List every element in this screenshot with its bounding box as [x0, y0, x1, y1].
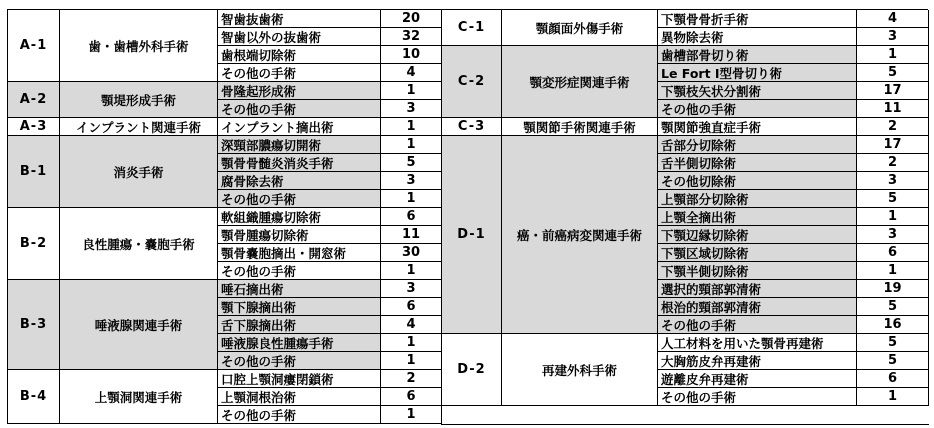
- procedure-count: 1: [381, 118, 442, 136]
- procedure-name: 口腔上顎洞瘻閉鎖術: [218, 370, 381, 388]
- category-name: 顎顔面外傷手術: [502, 10, 658, 46]
- procedure-name: その他の手術: [658, 388, 857, 406]
- procedure-name: インプラント摘出術: [218, 118, 381, 136]
- category-code: C-2: [442, 46, 502, 118]
- procedure-name: 腐骨除去術: [218, 172, 381, 190]
- procedure-count: 6: [381, 388, 442, 406]
- category-code: A-1: [8, 10, 60, 82]
- category-code: C-3: [442, 118, 502, 136]
- procedure-name: その他の手術: [658, 100, 857, 118]
- procedure-count: 5: [857, 298, 929, 316]
- category-code: A-2: [8, 82, 60, 118]
- procedure-name: 智歯抜歯術: [218, 10, 381, 28]
- procedure-name: 軟組織腫瘍切除術: [218, 208, 381, 226]
- procedure-name: 唾石摘出術: [218, 280, 381, 298]
- procedure-name: 異物除去術: [658, 28, 857, 46]
- procedure-count: 17: [857, 136, 929, 154]
- procedure-count: 5: [857, 190, 929, 208]
- category-name: 上顎洞関連手術: [60, 370, 218, 424]
- procedure-count: 3: [381, 280, 442, 298]
- procedure-name: 唾液腺良性腫瘍手術: [218, 334, 381, 352]
- procedure-name: その他の手術: [658, 316, 857, 334]
- category-code: B-3: [8, 280, 60, 370]
- procedure-name: Le Fort Ⅰ型骨切り術: [658, 64, 857, 82]
- procedure-count: 20: [381, 10, 442, 28]
- procedure-count: 4: [381, 64, 442, 82]
- category-name: 顎堤形成手術: [60, 82, 218, 118]
- procedure-name: 歯根端切除術: [218, 46, 381, 64]
- procedure-name: 下顎辺縁切除術: [658, 226, 857, 244]
- procedure-count: 1: [857, 388, 929, 406]
- procedure-count: 1: [381, 82, 442, 100]
- category-name: 顎変形症関連手術: [502, 46, 658, 118]
- procedure-count: 1: [381, 136, 442, 154]
- procedure-count: 16: [857, 316, 929, 334]
- category-code: C-1: [442, 10, 502, 46]
- procedure-name: 下顎半側切除術: [658, 262, 857, 280]
- surgery-table-right: [441, 9, 928, 425]
- category-name: 歯・歯槽外科手術: [60, 10, 218, 82]
- surgery-table-left: [7, 9, 441, 424]
- procedure-count: 5: [857, 64, 929, 82]
- category-code: B-2: [8, 208, 60, 280]
- category-name: 消炎手術: [60, 136, 218, 208]
- procedure-count: 1: [381, 262, 442, 280]
- procedure-name: その他切除術: [658, 172, 857, 190]
- category-name: インプラント関連手術: [60, 118, 218, 136]
- procedure-name: 上顎全摘出術: [658, 208, 857, 226]
- procedure-name: その他の手術: [218, 406, 381, 424]
- procedure-name: 顎骨骨髄炎消炎手術: [218, 154, 381, 172]
- procedure-name: 根治的頸部郭清術: [658, 298, 857, 316]
- category-code: A-3: [8, 118, 60, 136]
- procedure-count: 19: [857, 280, 929, 298]
- empty-row: [442, 406, 929, 425]
- procedure-name: 遊離皮弁再建術: [658, 370, 857, 388]
- procedure-count: 6: [857, 370, 929, 388]
- procedure-count: 1: [381, 334, 442, 352]
- procedure-name: 顎骨腫瘍切除術: [218, 226, 381, 244]
- procedure-name: 顎骨嚢胞摘出・開窓術: [218, 244, 381, 262]
- procedure-name: 舌半側切除術: [658, 154, 857, 172]
- procedure-name: 大胸筋皮弁再建術: [658, 352, 857, 370]
- procedure-name: 顎下腺摘出術: [218, 298, 381, 316]
- procedure-count: 17: [857, 82, 929, 100]
- procedure-count: 6: [381, 208, 442, 226]
- procedure-count: 1: [381, 352, 442, 370]
- category-name: 再建外科手術: [502, 334, 658, 406]
- category-code: B-1: [8, 136, 60, 208]
- category-name: 顎関節手術関連手術: [502, 118, 658, 136]
- procedure-count: 5: [857, 352, 929, 370]
- procedure-count: 30: [381, 244, 442, 262]
- procedure-count: 3: [381, 100, 442, 118]
- procedure-count: 6: [381, 298, 442, 316]
- category-name: 癌・前癌病変関連手術: [502, 136, 658, 334]
- procedure-name: 下顎区域切除術: [658, 244, 857, 262]
- procedure-count: 3: [857, 28, 929, 46]
- procedure-name: その他の手術: [218, 190, 381, 208]
- procedure-name: 上顎洞根治術: [218, 388, 381, 406]
- procedure-name: 舌部分切除術: [658, 136, 857, 154]
- procedure-name: その他の手術: [218, 352, 381, 370]
- procedure-name: 歯槽部骨切り術: [658, 46, 857, 64]
- category-name: 唾液腺関連手術: [60, 280, 218, 370]
- category-code: B-4: [8, 370, 60, 424]
- procedure-count: 4: [857, 10, 929, 28]
- procedure-count: 2: [857, 118, 929, 136]
- procedure-name: その他の手術: [218, 262, 381, 280]
- procedure-count: 6: [857, 244, 929, 262]
- procedure-count: 11: [381, 226, 442, 244]
- procedure-count: 3: [857, 226, 929, 244]
- procedure-name: その他の手術: [218, 100, 381, 118]
- procedure-count: 3: [857, 172, 929, 190]
- procedure-name: 顎関節強直症手術: [658, 118, 857, 136]
- procedure-count: 11: [857, 100, 929, 118]
- procedure-count: 4: [381, 316, 442, 334]
- procedure-count: 1: [381, 406, 442, 424]
- procedure-name: 下顎枝矢状分割術: [658, 82, 857, 100]
- procedure-name: 骨隆起形成術: [218, 82, 381, 100]
- category-name: 良性腫瘍・嚢胞手術: [60, 208, 218, 280]
- procedure-count: 10: [381, 46, 442, 64]
- procedure-name: 上顎部分切除術: [658, 190, 857, 208]
- procedure-name: 下顎骨骨折手術: [658, 10, 857, 28]
- procedure-name: 人工材料を用いた顎骨再建術: [658, 334, 857, 352]
- procedure-count: 5: [857, 334, 929, 352]
- procedure-count: 5: [381, 154, 442, 172]
- procedure-name: その他の手術: [218, 64, 381, 82]
- category-code: D-2: [442, 334, 502, 406]
- procedure-count: 32: [381, 28, 442, 46]
- procedure-count: 2: [381, 370, 442, 388]
- procedure-count: 1: [381, 190, 442, 208]
- procedure-name: 深頸部膿瘍切開術: [218, 136, 381, 154]
- procedure-count: 1: [857, 262, 929, 280]
- procedure-name: 選択的頸部郭清術: [658, 280, 857, 298]
- procedure-count: 1: [857, 208, 929, 226]
- category-code: D-1: [442, 136, 502, 334]
- procedure-name: 智歯以外の抜歯術: [218, 28, 381, 46]
- procedure-count: 1: [857, 46, 929, 64]
- procedure-count: 2: [857, 154, 929, 172]
- procedure-count: 3: [381, 172, 442, 190]
- procedure-name: 舌下腺摘出術: [218, 316, 381, 334]
